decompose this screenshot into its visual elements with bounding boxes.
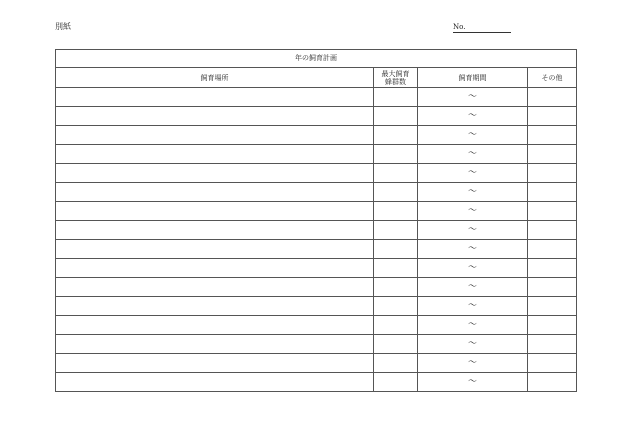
period-cell: [418, 297, 528, 316]
table-row: [56, 107, 577, 126]
other-cell: [528, 316, 577, 335]
other-cell: [528, 107, 577, 126]
location-cell: [56, 259, 374, 278]
max-hives-cell: [374, 183, 418, 202]
period-separator: ～: [467, 320, 477, 330]
period-separator: ～: [467, 282, 477, 292]
table-row: [56, 164, 577, 183]
table-body: [56, 88, 577, 392]
location-cell: [56, 183, 374, 202]
period-cell: [418, 107, 528, 126]
column-header-max-hives: [374, 68, 418, 88]
period-cell: [418, 164, 528, 183]
location-cell: [56, 316, 374, 335]
period-cell: [418, 278, 528, 297]
column-header-location: 飼育場所: [56, 68, 374, 88]
period-cell: [418, 183, 528, 202]
table-title: 年の飼育計画: [56, 50, 577, 68]
other-cell: [528, 183, 577, 202]
other-cell: [528, 297, 577, 316]
location-cell: [56, 126, 374, 145]
max-hives-cell: [374, 202, 418, 221]
other-cell: [528, 335, 577, 354]
period-cell: [418, 202, 528, 221]
location-cell: [56, 297, 374, 316]
location-cell: [56, 88, 374, 107]
annex-label: 別紙: [55, 22, 71, 31]
other-cell: [528, 278, 577, 297]
period-separator: ～: [467, 358, 477, 368]
max-hives-cell: [374, 259, 418, 278]
max-hives-cell: [374, 126, 418, 145]
other-cell: [528, 145, 577, 164]
period-separator: ～: [467, 92, 477, 102]
max-hives-cell: [374, 278, 418, 297]
table-row: [56, 202, 577, 221]
table-row: [56, 221, 577, 240]
table-row: [56, 373, 577, 392]
period-separator: ～: [467, 168, 477, 178]
period-separator: ～: [467, 187, 477, 197]
period-cell: [418, 373, 528, 392]
period-separator: ～: [467, 149, 477, 159]
location-cell: [56, 278, 374, 297]
period-cell: [418, 354, 528, 373]
table-row: [56, 126, 577, 145]
table-row: [56, 259, 577, 278]
column-header-period: 飼育期間: [418, 68, 528, 88]
table-row: [56, 88, 577, 107]
period-separator: ～: [467, 263, 477, 273]
period-cell: [418, 126, 528, 145]
max-hives-cell: [374, 335, 418, 354]
table-row: [56, 145, 577, 164]
other-cell: [528, 88, 577, 107]
max-hives-cell: [374, 221, 418, 240]
breeding-plan-table: [55, 49, 577, 392]
max-hives-cell: [374, 107, 418, 126]
location-cell: [56, 145, 374, 164]
max-hives-cell: [374, 88, 418, 107]
column-header-other: その他: [528, 68, 577, 88]
location-cell: [56, 240, 374, 259]
document-number-field: No.: [453, 22, 511, 33]
max-hives-cell: [374, 145, 418, 164]
other-cell: [528, 354, 577, 373]
table-row: [56, 240, 577, 259]
period-separator: ～: [467, 206, 477, 216]
period-cell: [418, 259, 528, 278]
period-separator: ～: [467, 339, 477, 349]
period-separator: ～: [467, 225, 477, 235]
location-cell: [56, 221, 374, 240]
table-row: [56, 354, 577, 373]
max-hives-cell: [374, 354, 418, 373]
location-cell: [56, 354, 374, 373]
max-hives-cell: [374, 164, 418, 183]
location-cell: [56, 335, 374, 354]
other-cell: [528, 240, 577, 259]
table-row: [56, 278, 577, 297]
table-row: [56, 297, 577, 316]
period-separator: ～: [467, 130, 477, 140]
table-row: [56, 183, 577, 202]
max-hives-cell: [374, 297, 418, 316]
location-cell: [56, 373, 374, 392]
period-cell: [418, 316, 528, 335]
location-cell: [56, 107, 374, 126]
column-header-max-hives-line1: 最大飼育: [381, 69, 410, 78]
table-row: [56, 316, 577, 335]
table-row: [56, 335, 577, 354]
period-cell: [418, 145, 528, 164]
period-cell: [418, 335, 528, 354]
other-cell: [528, 202, 577, 221]
period-cell: [418, 240, 528, 259]
other-cell: [528, 373, 577, 392]
max-hives-cell: [374, 240, 418, 259]
location-cell: [56, 164, 374, 183]
max-hives-cell: [374, 316, 418, 335]
other-cell: [528, 126, 577, 145]
column-header-max-hives-line2: 蜂群数: [385, 77, 406, 86]
location-cell: [56, 202, 374, 221]
period-separator: ～: [467, 301, 477, 311]
period-separator: ～: [467, 377, 477, 387]
max-hives-cell: [374, 373, 418, 392]
period-cell: [418, 88, 528, 107]
other-cell: [528, 164, 577, 183]
period-cell: [418, 221, 528, 240]
other-cell: [528, 221, 577, 240]
other-cell: [528, 259, 577, 278]
period-separator: ～: [467, 244, 477, 254]
period-separator: ～: [467, 111, 477, 121]
